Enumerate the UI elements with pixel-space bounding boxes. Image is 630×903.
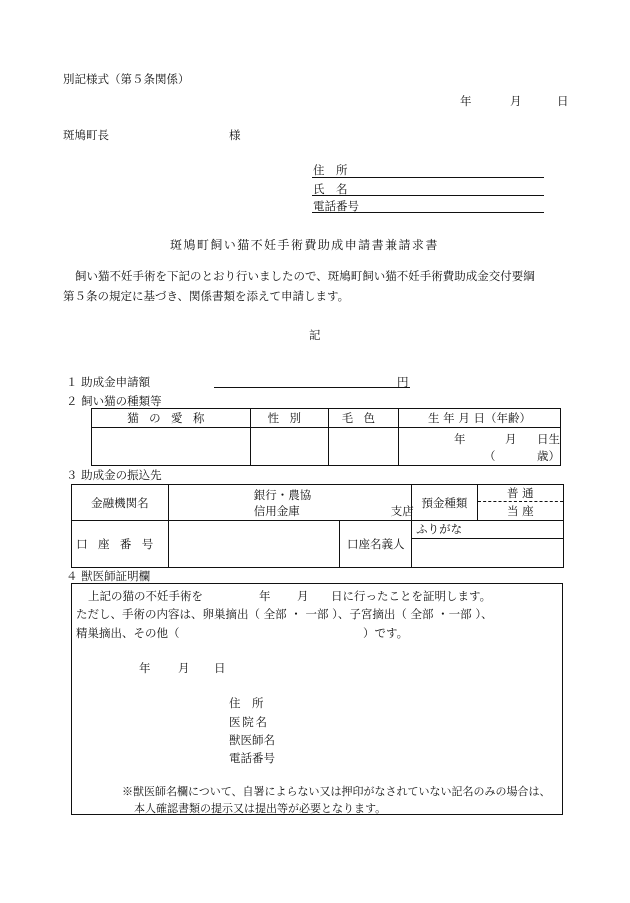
date-year-label: 年 bbox=[460, 94, 472, 108]
vet-date-day: 日 bbox=[214, 661, 226, 675]
date-day-label: 日 bbox=[557, 94, 569, 108]
cat-sex-header: 性別 bbox=[251, 409, 329, 428]
bank-info-table bbox=[71, 484, 564, 568]
vet-line2: ただし、手術の内容は、卵巣摘出（ 全部 ・ 一部 ）、子宮摘出（ 全部 ・一部 ）、 bbox=[76, 607, 493, 621]
intro-line-2: 第５条の規定に基づき、関係書類を添えて申請します。 bbox=[63, 289, 350, 303]
cat-name-header: 猫の愛称 bbox=[92, 409, 251, 428]
intro-line-1: 飼い猫不妊手術を下記のとおり行いましたので、斑鳩町飼い猫不妊手術費助成金交付要綱 bbox=[75, 269, 535, 283]
account-holder-cell[interactable] bbox=[412, 521, 564, 568]
document-title: 斑鳩町飼い猫不妊手術費助成申請書兼請求書 bbox=[170, 238, 439, 252]
cat-birth-cell[interactable] bbox=[399, 428, 561, 466]
applicant-phone-label: 電話番号 bbox=[313, 199, 359, 213]
bank-types-line1: 銀行・農協 bbox=[253, 488, 312, 502]
subsidy-amount-line[interactable] bbox=[214, 387, 410, 388]
bank-types-line2: 信用金庫 bbox=[253, 504, 300, 518]
addressee: 斑鳩町長 bbox=[63, 128, 109, 142]
section4-label: ４ 獣医師証明欄 bbox=[66, 569, 151, 583]
bank-name-label: 金融機関名 bbox=[72, 485, 169, 521]
vet-date-month: 月 bbox=[178, 661, 190, 675]
deposit-type-label: 預金種類 bbox=[412, 485, 478, 521]
account-holder-name-field[interactable] bbox=[412, 539, 563, 567]
account-holder-label: 口座名義人 bbox=[340, 521, 412, 568]
vet-line1-b: 日に行ったことを証明します。 bbox=[331, 589, 492, 603]
cat-name-cell[interactable] bbox=[92, 428, 251, 466]
vet-line1-a: 上記の猫の不妊手術を bbox=[88, 589, 203, 603]
vet-line3-a: 精巣摘出、その他（ bbox=[76, 626, 180, 640]
account-number-cell[interactable] bbox=[168, 521, 340, 568]
birth-day-label: 日生 bbox=[537, 432, 560, 446]
ki-heading: 記 bbox=[309, 328, 321, 342]
vet-line1-month: 月 bbox=[297, 589, 309, 603]
vet-date-year: 年 bbox=[139, 661, 151, 675]
cat-color-header: 毛色 bbox=[329, 409, 399, 428]
bank-name-cell[interactable] bbox=[168, 485, 414, 521]
applicant-address-line[interactable] bbox=[312, 177, 544, 178]
applicant-name-label: 氏 名 bbox=[313, 182, 348, 196]
age-close-label: 歳） bbox=[537, 449, 560, 463]
furigana-label: ふりがな bbox=[412, 521, 563, 539]
applicant-phone-line[interactable] bbox=[312, 212, 544, 213]
cat-info-table bbox=[91, 408, 561, 466]
cat-sex-cell[interactable] bbox=[251, 428, 329, 466]
vet-certificate-box bbox=[71, 583, 563, 815]
subsidy-amount-unit: 円 bbox=[397, 375, 409, 389]
vet-line3-b: ）です。 bbox=[363, 626, 409, 640]
account-number-label: 口座番号 bbox=[72, 521, 169, 568]
vet-line1-year: 年 bbox=[259, 589, 271, 603]
vet-hospital-label: 医院名 bbox=[229, 715, 269, 729]
form-label: 別記様式（第５条関係） bbox=[63, 72, 190, 86]
section2-label: ２ 飼い猫の種類等 bbox=[66, 394, 162, 408]
applicant-address-label: 住 所 bbox=[313, 163, 348, 177]
deposit-type-options[interactable] bbox=[477, 485, 563, 521]
addressee-honorific: 様 bbox=[229, 128, 241, 142]
vet-phone-label: 電話番号 bbox=[229, 751, 275, 765]
vet-address-label: 住 所 bbox=[229, 696, 264, 710]
applicant-name-line[interactable] bbox=[312, 195, 544, 196]
deposit-current-option[interactable]: 当 座 bbox=[506, 504, 534, 518]
vet-note-line2: 本人確認書類の提示又は提出等が必要となります。 bbox=[134, 802, 387, 815]
age-open-paren: （ bbox=[484, 449, 496, 463]
birth-year-label: 年 bbox=[454, 432, 466, 446]
vet-note-line1: ※獣医師名欄について、自署によらない又は押印がなされていない記名のみの場合は、 bbox=[122, 785, 551, 798]
section3-label: ３ 助成金の振込先 bbox=[66, 468, 162, 482]
birth-month-label: 月 bbox=[505, 432, 517, 446]
branch-label: 支店 bbox=[390, 504, 414, 518]
vet-name-label: 獣医師名 bbox=[229, 733, 275, 747]
deposit-ordinary-option[interactable]: 普 通 bbox=[478, 485, 563, 502]
section1-label: １ 助成金申請額 bbox=[66, 375, 151, 389]
date-month-label: 月 bbox=[510, 94, 522, 108]
cat-color-cell[interactable] bbox=[329, 428, 399, 466]
cat-birth-header: 生 年 月 日（年齢） bbox=[399, 409, 561, 428]
